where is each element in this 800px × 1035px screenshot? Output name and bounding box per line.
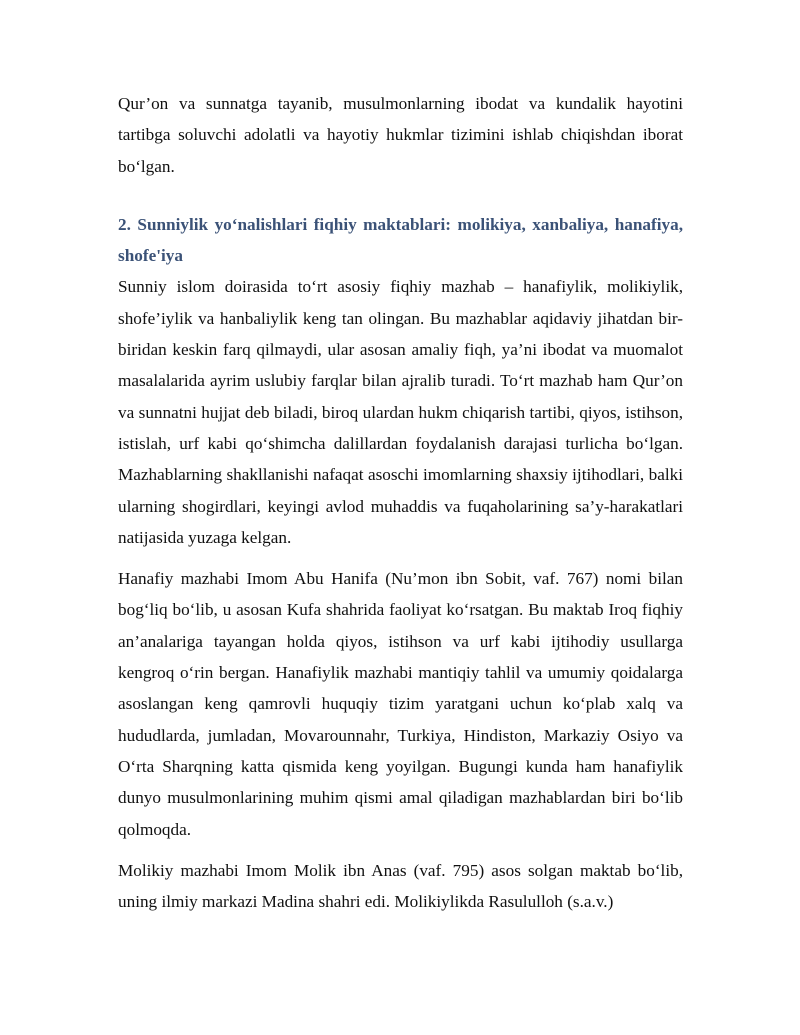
paragraph-hanafi: Hanafiy mazhabi Imom Abu Hanifa (Nu’mon ibn Sobit, vaf. 767) nomi bilan bog‘liq bo‘lib, u asosan Kufa shahrida faoliyat ko‘rsatgan. Bu maktab Iroq fiqhiy an’analariga tayangan holda qiyos, istihson va urf kabi ijtihodiy usullarga kengroq o‘rin bergan. Hanafiylik mazhabi mantiqiy tahlil va umumiy qoidalarga asoslangan keng qamrovli huquqiy tizim yaratgani uchun ko‘plab xalq va hududlarda, jumladan, Movarounnahr, Turkiya, Hindiston, Markaziy Osiyo va O‘rta Sharqning katta qismida keng yoyilgan. Bugungi kunda ham hanafiylik dunyo musulmonlarining muhim qismi amal qiladigan mazhablardan biri bo‘lib qolmoqda.: [118, 569, 683, 839]
document-page: [118, 88, 683, 917]
paragraph-overview: Sunniy islom doirasida to‘rt asosiy fiqhiy mazhab – hanafiylik, molikiylik, shofe’iylik va hanbaliylik keng tan olingan. Bu mazhablar aqidaviy jihatdan bir-biridan keskin farq qilmaydi, ular asosan amaliy fiqh, ya’ni ibodat va muomalot masalalarida ayrim uslubiy farqlar bilan ajralib turadi. To‘rt mazhab ham Qur’on va sunnatni hujjat deb biladi, biroq ulardan hukm chiqarish tartibi, qiyos, istihson, istislah, urf kabi qo‘shimcha dalillardan foydalanish darajasi turlicha bo‘lgan. Mazhablarning shakllanishi nafaqat asoschi imomlarning shaxsiy ijtihodlari, balki ularning shogirdlari, keyingi avlod muhaddis va fuqaholarining sa’y-harakatlari natijasida yuzaga kelgan.: [118, 277, 683, 547]
intro-paragraph: Qur’on va sunnatga tayanib, musulmonlarning ibodat va kundalik hayotini tartibga soluvchi adolatli va hayotiy hukmlar tizimini ishlab chiqishdan iborat bo‘lgan.: [118, 94, 683, 176]
section-heading: 2. Sunniylik yo‘nalishlari fiqhiy maktablari: molikiya, xanbaliya, hanafiya, shofe'iya: [118, 214, 683, 266]
paragraph-maliki: Molikiy mazhabi Imom Molik ibn Anas (vaf. 795) asos solgan maktab bo‘lib, uning ilmiy markazi Madina shahri edi. Molikiylikda Rasululloh (s.a.v.): [118, 860, 683, 912]
